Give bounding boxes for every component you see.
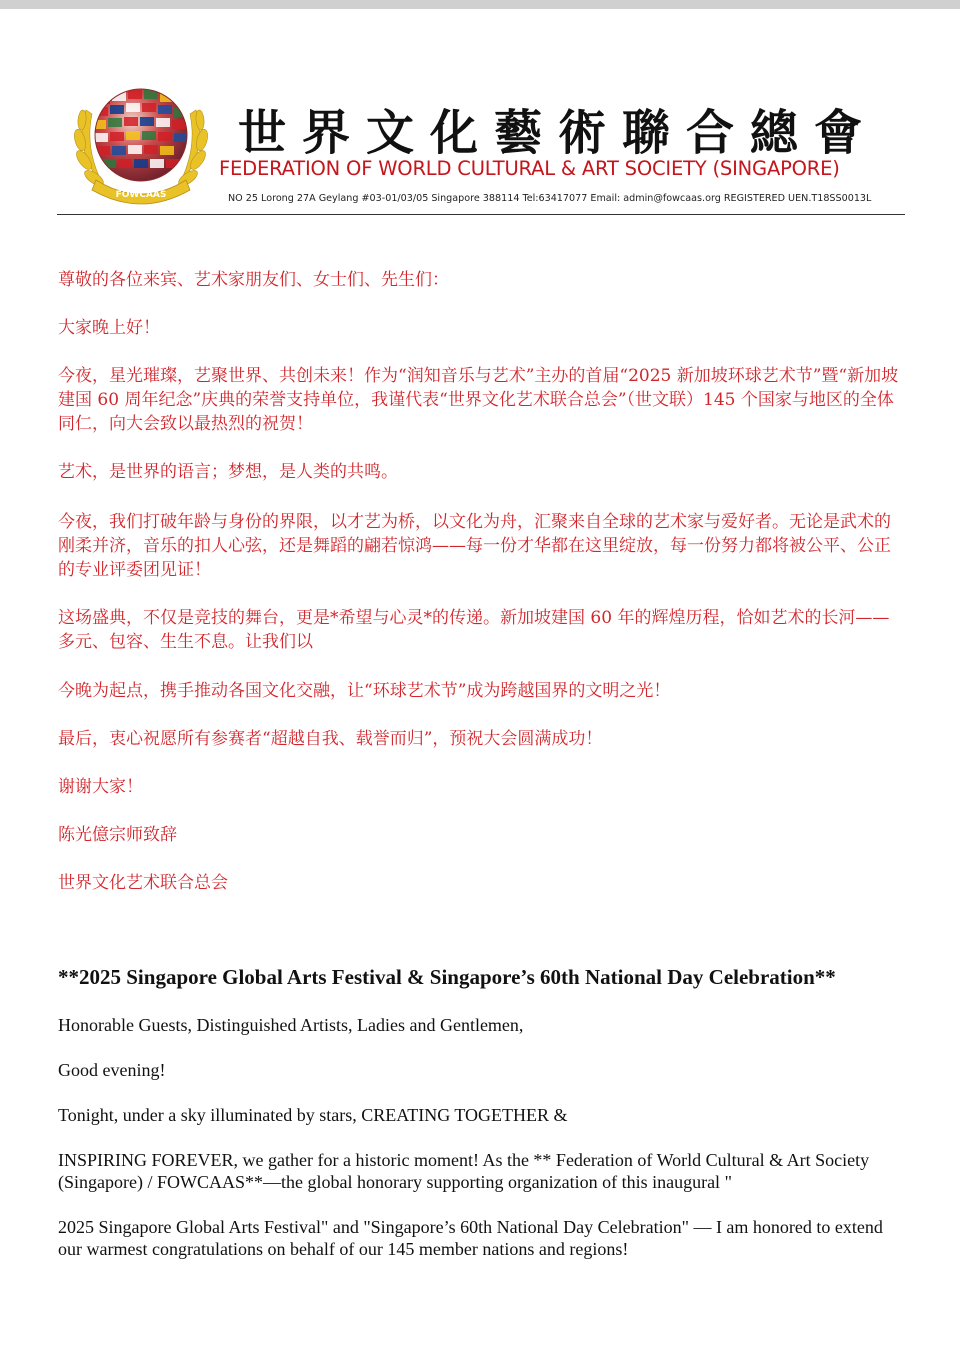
org-address: NO 25 Lorong 27A Geylang #03-01/03/05 Singapore 388114 Tel:63417077 Email: admin@fowcaas.org REGISTERED UEN.T18SS0013L: [228, 193, 872, 204]
cn-thanks: 谢谢大家！: [58, 777, 143, 797]
top-border: [0, 0, 960, 9]
cn-paragraph-5: 今晚为起点，携手推动各国文化交融，让“环球艺术节”成为跨越国界的文明之光！: [58, 681, 671, 701]
cn-paragraph-1: 今夜，星光璀璨，艺聚世界、共创未来！作为“润知音乐与艺术”主办的首届“2025 新加坡环球艺术节”暨“新加坡建国 60 周年纪念”庆典的荣誉支持单位，我谨代表“世界文化艺术联合总会”（世文联）145 个国家与地区的全体同仁，向大会致以最热烈的祝贺！: [58, 366, 899, 434]
cn-speaker: 陈光億宗师致辞: [58, 825, 177, 845]
en-paragraph-2: INSPIRING FOREVER, we gather for a historic moment! As the ** Federation of World Cultural & Art Society (Singapore) / FOWCAAS**—the global honorary supporting organization of this inaugural ": [58, 1150, 870, 1192]
en-greeting: Good evening!: [58, 1060, 166, 1080]
org-english-name: FEDERATION OF WORLD CULTURAL & ART SOCIETY (SINGAPORE): [219, 157, 840, 180]
logo-text: FOWCAAS: [115, 190, 167, 200]
en-title: **2025 Singapore Global Arts Festival & Singapore’s 60th National Day Celebration**: [58, 965, 836, 989]
org-chinese-name: 世界文化藝術聯合總會: [238, 105, 879, 161]
en-paragraph-3: 2025 Singapore Global Arts Festival" and "Singapore’s 60th National Day Celebration" — I am honored to extend our warmest congratulations on behalf of our 145 member nations and regions!: [58, 1217, 883, 1259]
cn-salutation: 尊敬的各位来宾、艺术家朋友们、女士们、先生们：: [58, 270, 449, 290]
cn-greeting: 大家晚上好！: [58, 318, 160, 338]
cn-organization: 世界文化艺术联合总会: [58, 873, 228, 893]
en-paragraph-1: Tonight, under a sky illuminated by stars, CREATING TOGETHER &: [58, 1105, 568, 1125]
fowcaas-logo: [66, 80, 216, 212]
header-divider: [57, 214, 905, 215]
cn-paragraph-4: 这场盛典，不仅是竞技的舞台，更是*希望与心灵*的传递。新加坡建国 60 年的辉煌历程，恰如艺术的长河——多元、包容、生生不息。让我们以: [58, 608, 890, 652]
cn-paragraph-6: 最后，衷心祝愿所有参赛者“超越自我、载誉而归”，预祝大会圆满成功！: [58, 729, 603, 749]
cn-paragraph-3: 今夜，我们打破年龄与身份的界限，以才艺为桥，以文化为舟，汇聚来自全球的艺术家与爱好者。无论是武术的刚柔并济，音乐的扣人心弦，还是舞蹈的翩若惊鸿——每一份才华都在这里绽放，每一份努力都将被公平、公正的专业评委团见证！: [58, 512, 891, 580]
cn-paragraph-2: 艺术，是世界的语言；梦想，是人类的共鸣。: [58, 462, 398, 482]
en-salutation: Honorable Guests, Distinguished Artists, Ladies and Gentlemen,: [58, 1015, 524, 1035]
